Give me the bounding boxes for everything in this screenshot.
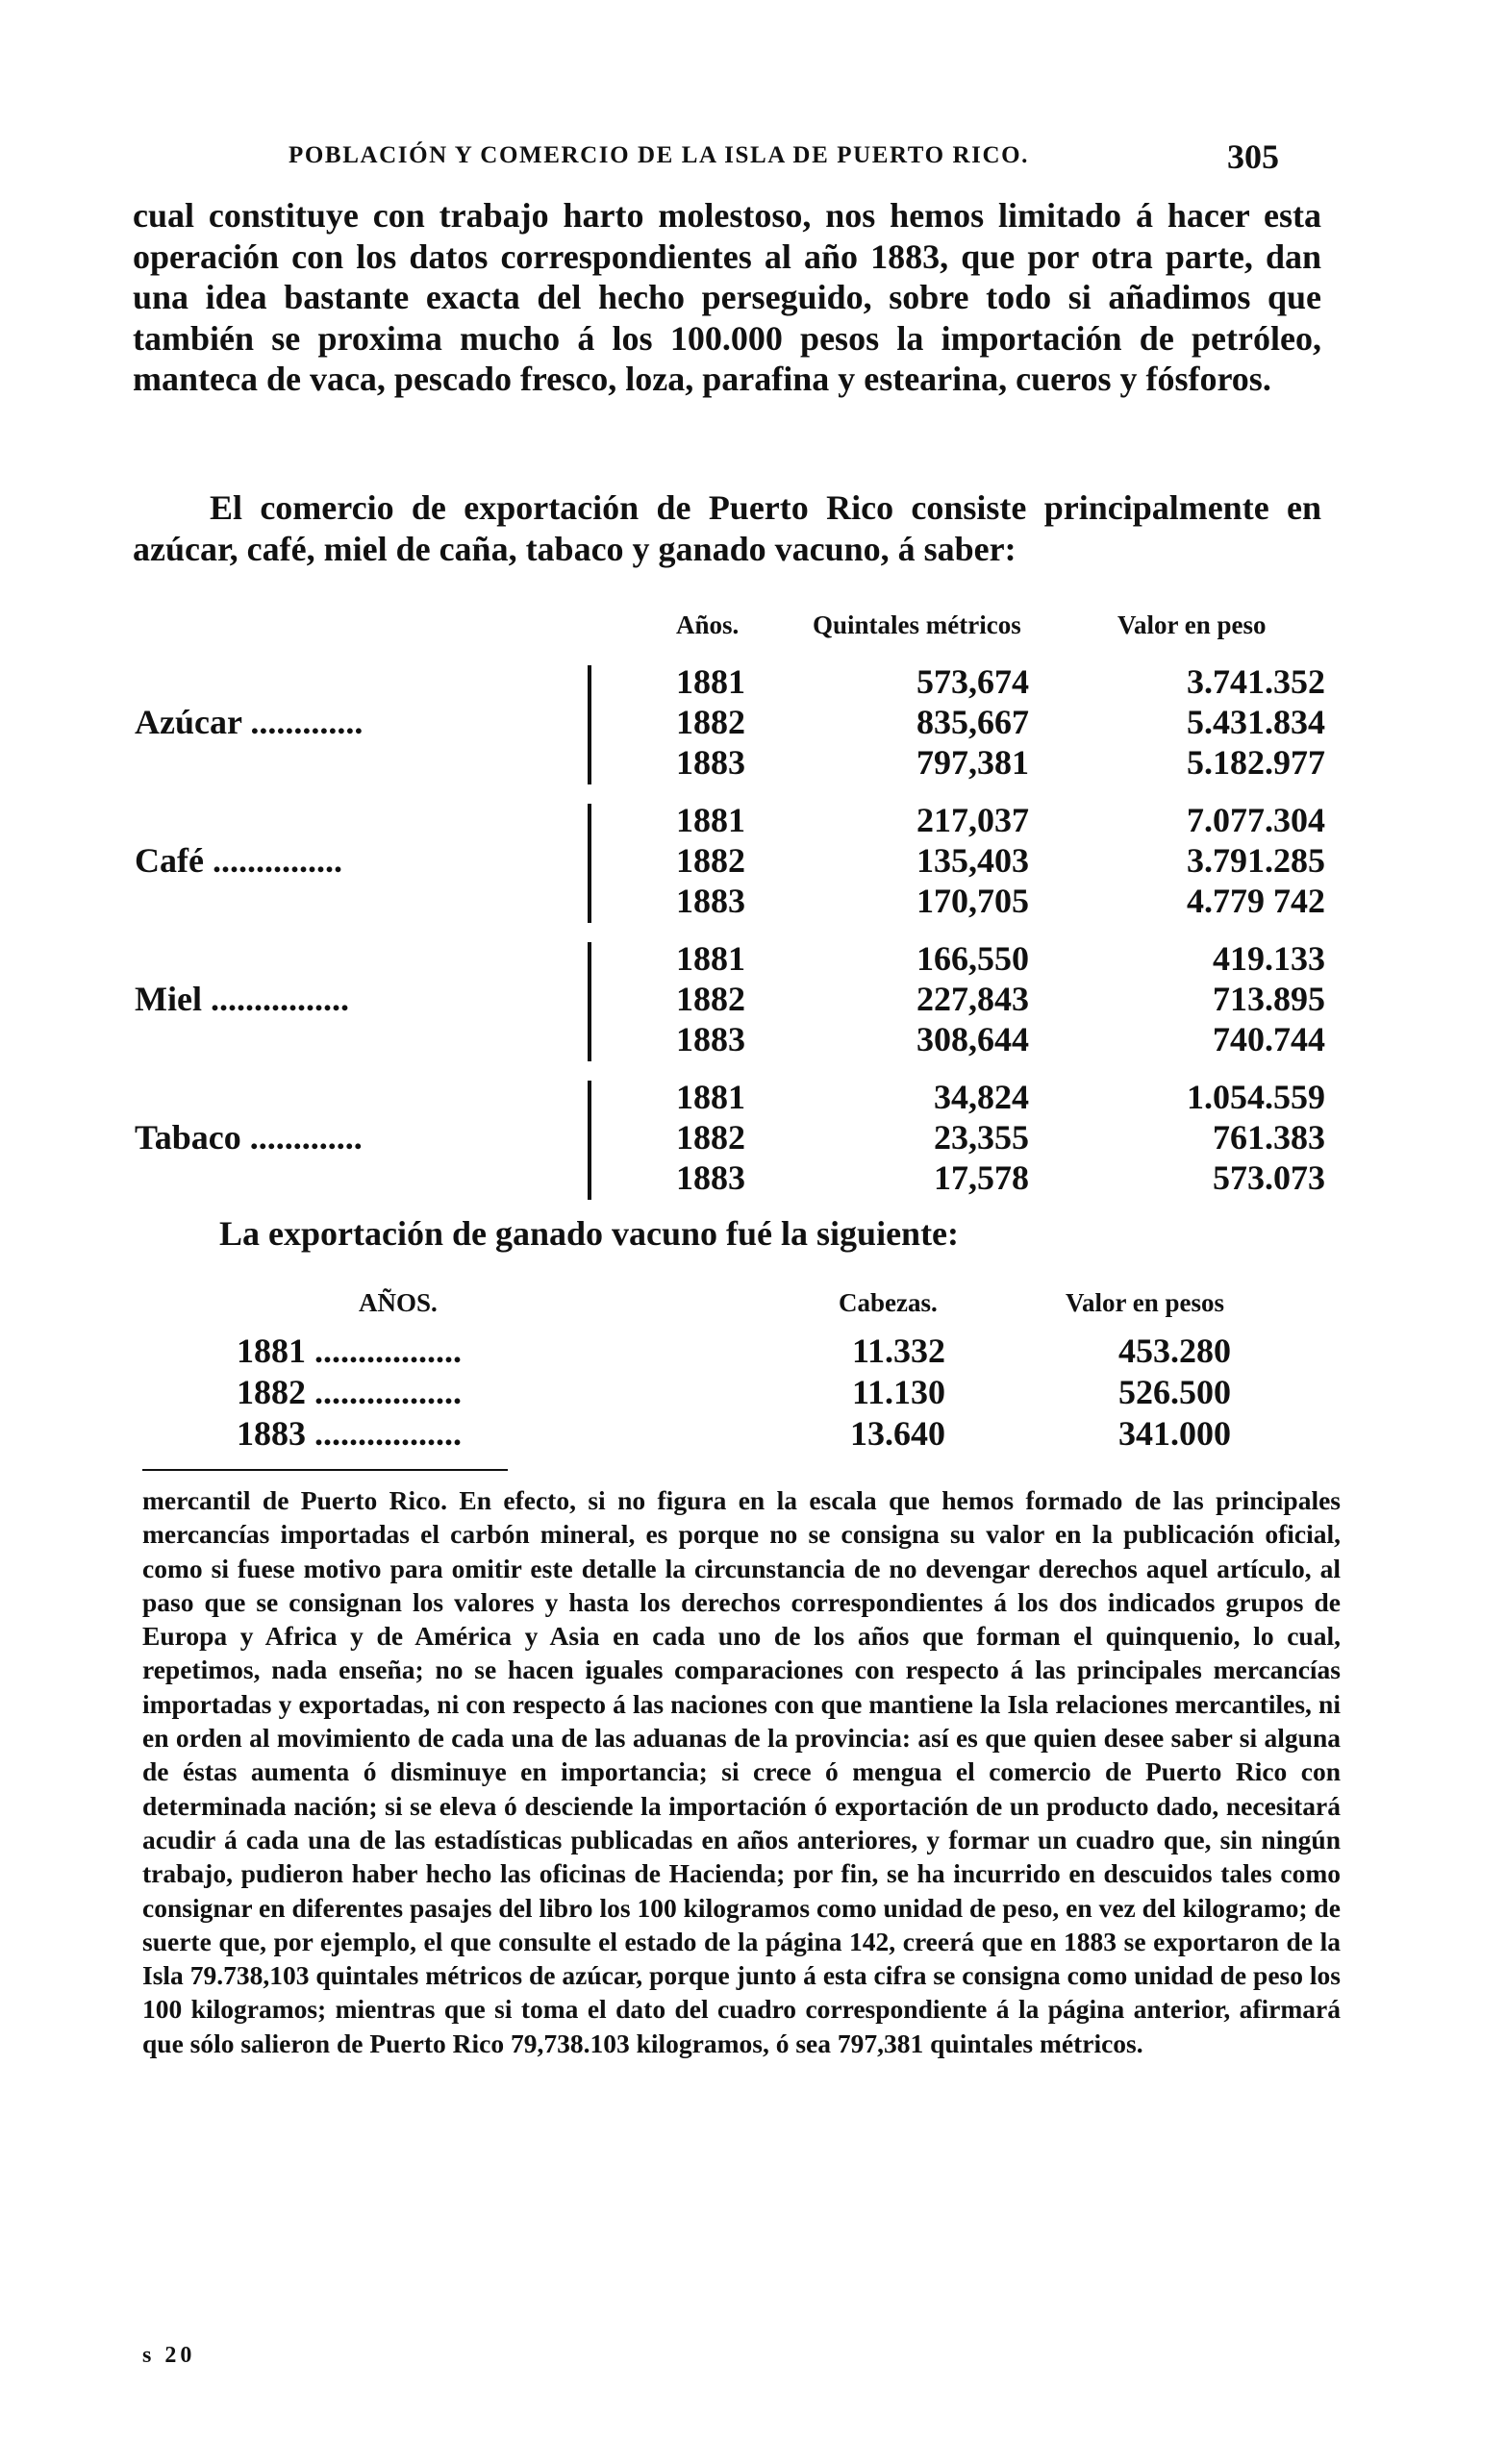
col-header-value: Valor en peso	[1117, 610, 1267, 639]
product-label: Azúcar .............	[135, 703, 364, 741]
year-cell: 1883	[676, 743, 745, 782]
col-header-value: Valor en pesos	[1066, 1288, 1225, 1317]
year-cell: 1881	[676, 801, 745, 839]
year-cell: 1882	[676, 980, 745, 1018]
body-paragraph-2	[133, 487, 1321, 569]
value-cell: 761.383	[1213, 1118, 1325, 1157]
quantity-cell: 835,667	[916, 703, 1029, 741]
year-cell: 1881	[676, 1078, 745, 1116]
year-cell: 1883 .................	[237, 1414, 462, 1453]
footnote: mercantil de Puerto Rico. En efecto, si no figura en la escala que hemos formado de las principales mercancías importadas el carbón mineral, es porque no se consigna su valor en la publicación oficial, como si fuese motivo para omitir este detalle la circunstancia de no devengar derechos aquel artículo, al paso que se consignan los valores y hasta los derechos correspondientes á los dos indicados grupos de Europa y Africa y de América y Asia en cada uno de los años que forman el quinquenio, lo cual, repetimos, nada enseña; no se hacen iguales comparaciones con respecto á las principales mercancías importadas y exportadas, ni con respecto á las naciones con que mantiene la Isla relaciones mercantiles, ni en orden al movimiento de cada una de las aduanas de la provincia: así es que quien desee saber si alguna de éstas aumenta ó disminuye en importancia; si crece ó mengua el comercio de Puerto Rico con determinada nación; si se eleva ó desciende la importación ó exportación de un producto dado, necesitará acudir á cada una de las estadísticas publicadas en años anteriores, y formar un cuadro que, sin ningún trabajo, pudieron haber hecho las oficinas de Hacienda; por fin, se ha incurrido en descuidos tales como consignar en diferentes pasajes del libro los 100 kilogramos como unidad de peso, en vez del kilogramo; de suerte que, por ejemplo, el que consulte el estado de la página 142, creerá que en 1883 se exportaron de la Isla 79.738,103 quintales métricos de azúcar, porque junto á esta cifra se consigna como unidad de peso los 100 kilogramos; mientras que si toma el dato del cuadro correspondiente á la página anterior, afirmará que sólo salieron de Puerto Rico 79,738.103 kilogramos, ó sea 797,381 quintales métricos.	[142, 1485, 1341, 2058]
page-number: 305	[1227, 137, 1279, 176]
value-cell: 3.741.352	[1187, 662, 1325, 701]
value-cell: 5.182.977	[1187, 743, 1325, 782]
value-cell: 453.280	[1118, 1332, 1231, 1370]
brace-line	[588, 804, 591, 923]
product-label: Café ...............	[135, 841, 342, 880]
paragraph-text: cual constituye con trabajo harto molestoso, nos hemos limitado á hacer esta operación con los datos correspondientes al año 1883, que por otra parte, dan una idea bastante exacta del hecho perseguido, sobre todo si añadimos que también se proxima mucho á los 100.000 pesos la importación de petróleo, manteca de vaca, pescado fresco, loza, parafina y estearina, cueros y fósforos.	[133, 196, 1321, 398]
value-cell: 4.779 742	[1187, 882, 1325, 920]
quantity-cell: 23,355	[934, 1118, 1029, 1157]
value-cell: 526.500	[1118, 1373, 1231, 1411]
year-cell: 1883	[676, 882, 745, 920]
year-cell: 1881	[676, 662, 745, 701]
product-label: Tabaco .............	[135, 1118, 363, 1157]
quantity-cell: 227,843	[916, 980, 1029, 1018]
value-cell: 419.133	[1213, 939, 1325, 978]
value-cell: 7.077.304	[1187, 801, 1325, 839]
heads-cell: 13.640	[850, 1414, 945, 1453]
value-cell: 5.431.834	[1187, 703, 1325, 741]
quantity-cell: 166,550	[916, 939, 1029, 978]
heads-cell: 11.130	[851, 1373, 945, 1411]
paragraph-text: El comercio de exportación de Puerto Rico consiste principalmente en azúcar, café, miel de caña, tabaco y ganado vacuno, á saber:	[133, 488, 1321, 568]
quantity-cell: 308,644	[916, 1020, 1029, 1058]
quantity-cell: 573,674	[916, 662, 1029, 701]
quantity-cell: 34,824	[934, 1078, 1029, 1116]
year-cell: 1883	[676, 1020, 745, 1058]
cattle-intro-sentence: La exportación de ganado vacuno fué la siguiente:	[219, 1214, 960, 1253]
year-cell: 1882	[676, 841, 745, 880]
brace-line	[588, 1081, 591, 1200]
value-cell: 341.000	[1118, 1414, 1231, 1453]
year-cell: 1882	[676, 703, 745, 741]
quantity-cell: 217,037	[916, 801, 1029, 839]
value-cell: 3.791.285	[1187, 841, 1325, 880]
heads-cell: 11.332	[851, 1332, 945, 1370]
value-cell: 1.054.559	[1187, 1078, 1325, 1116]
col-header-heads: Cabezas.	[839, 1288, 938, 1317]
year-cell: 1882 .................	[237, 1373, 462, 1411]
year-cell: 1881 .................	[237, 1332, 462, 1370]
page-header	[289, 137, 1279, 179]
quantity-cell: 797,381	[916, 743, 1029, 782]
year-cell: 1882	[676, 1118, 745, 1157]
running-title: POBLACIÓN Y COMERCIO DE LA ISLA DE PUERTO RICO.	[289, 142, 1030, 168]
col-header-year: AÑOS.	[359, 1288, 438, 1317]
value-cell: 573.073	[1213, 1158, 1325, 1197]
value-cell: 740.744	[1213, 1020, 1325, 1058]
value-cell: 713.895	[1213, 980, 1325, 1018]
quantity-cell: 135,403	[916, 841, 1029, 880]
body-paragraph-1	[133, 195, 1321, 400]
col-header-quantity: Quintales métricos	[813, 610, 1021, 639]
product-label: Miel ................	[135, 980, 349, 1018]
year-cell: 1881	[676, 939, 745, 978]
quantity-cell: 170,705	[916, 882, 1029, 920]
brace-line	[588, 942, 591, 1061]
printer-signature: s 20	[142, 2343, 196, 2368]
year-cell: 1883	[676, 1158, 745, 1197]
footnote-rule	[142, 1469, 508, 1471]
brace-line	[588, 665, 591, 784]
quantity-cell: 17,578	[934, 1158, 1029, 1197]
col-header-year: Años.	[676, 610, 740, 639]
